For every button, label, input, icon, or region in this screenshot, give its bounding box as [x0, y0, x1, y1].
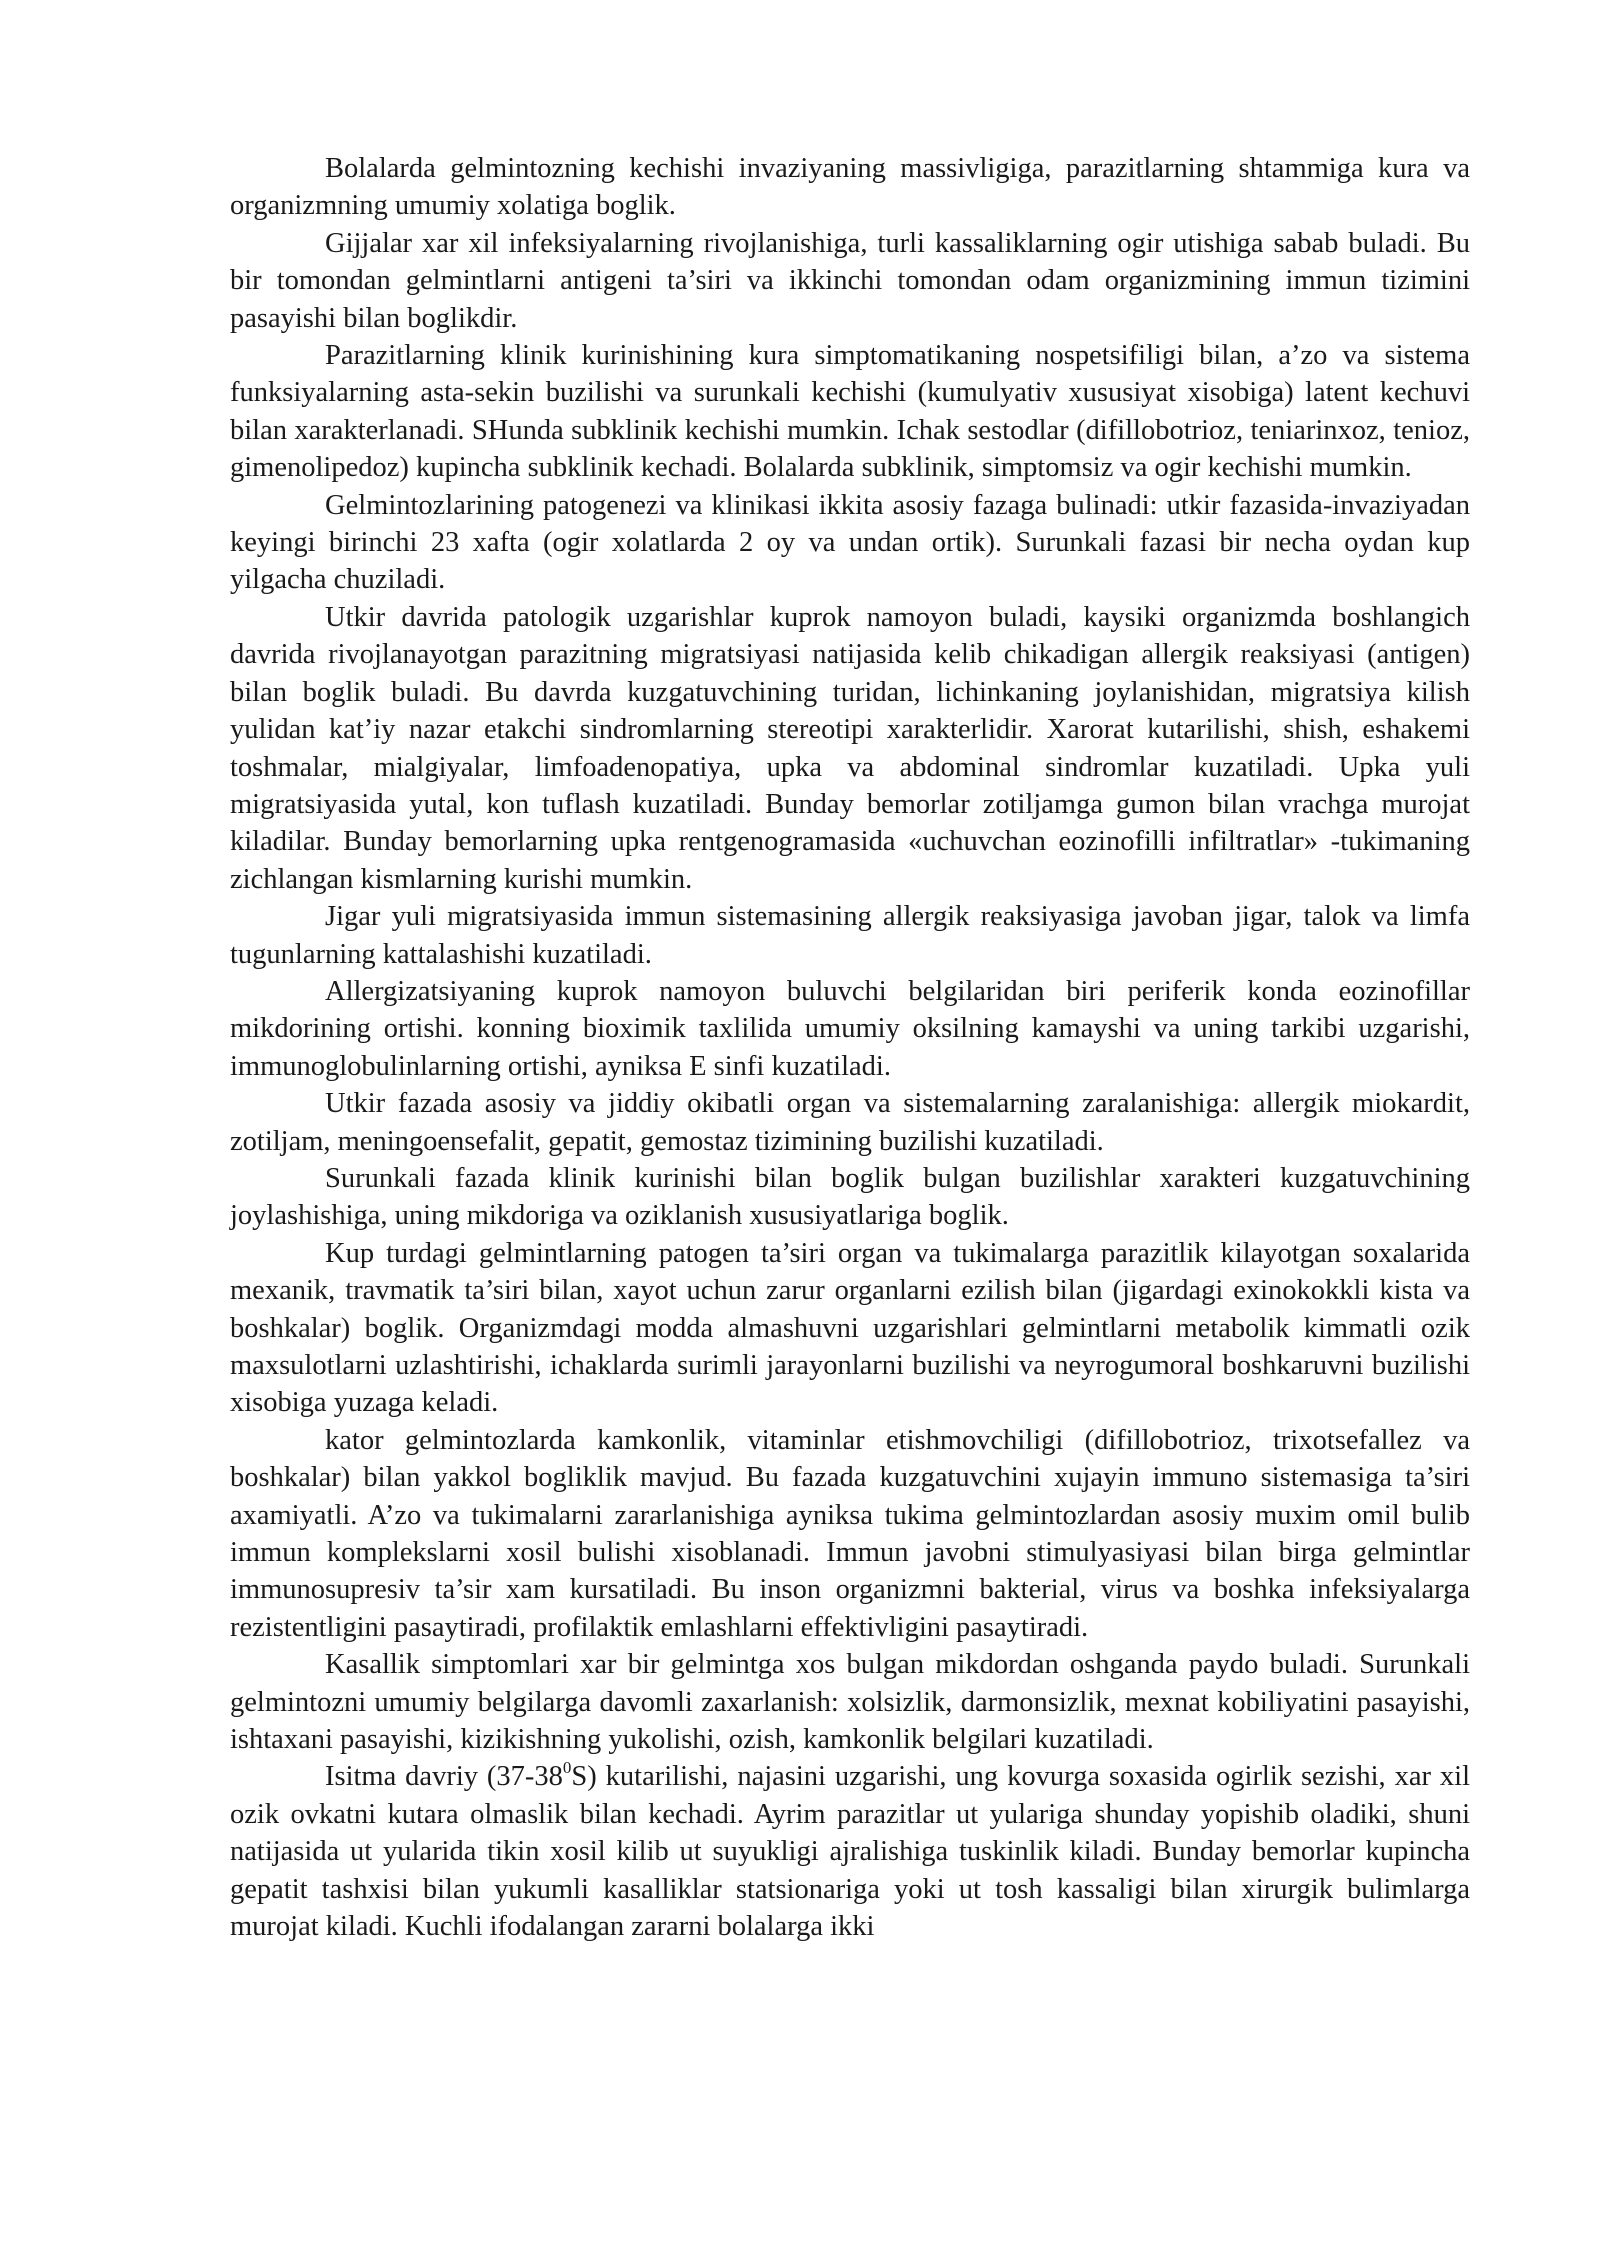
paragraph: Utkir fazada asosiy va jiddiy okibatli organ va sistemalarning zaralanishiga: allergik miokardit, zotiljam, meningoensefalit, gepatit, gemostaz tizimining buzilishi kuzatiladi.: [230, 1088, 1470, 1157]
paragraph: Allergizatsiyaning kuprok namoyon buluvchi belgilaridan biri periferik konda eozinofillar mikdorining ortishi. konning bioximik taxlilida umumiy oksilning kamayshi va uning tarkibi uzgarishi, immunoglobulinlarning ortishi, ayniksa E sinfi kuzatiladi.: [230, 975, 1470, 1082]
paragraph-text-before: Isitma davriy (37-38: [325, 1761, 563, 1793]
superscript-degree: 0: [562, 1757, 572, 1777]
paragraph: Surunkali fazada klinik kurinishi bilan boglik bulgan buzilishlar xarakteri kuzgatuvchining joylashishiga, uning mikdoriga va oziklanish xususiyatlariga boglik.: [230, 1162, 1470, 1232]
paragraph: Jigar yuli migratsiyasida immun sistemasining allergik reaksiyasiga javoban jigar, talok va limfa tugunlarning kattalashishi kuzatiladi.: [230, 901, 1470, 970]
paragraph: Utkir davrida patologik uzgarishlar kuprok namoyon buladi, kaysiki organizmda boshlangich davrida rivojlanayotgan parazitning migratsiyasi natijasida kelib chikadigan allergik reaksiyasi (antigen) bilan boglik buladi. Bu davrda kuzgatuvchining turidan, lichinkaning joylanishidan, migratsiya kilish yulidan kat’iy nazar etakchi sindromlarning stereotipi xarakterlidir. Xarorat kutarilishi, shish, eshakemi toshmalar, mialgiyalar, limfoadenopatiya, upka va abdominal sindromlar kuzatiladi. Upka yuli migratsiyasida yutal, kon tuflash kuzatiladi. Bunday bemorlar zotiljamga gumon bilan vrachga murojat kiladilar. Bunday bemorlarning upka rentgenogramasida «uchuvchan eozinofilli infiltratlar» -tukimaning zichlangan kismlarning kurishi mumkin.: [230, 601, 1470, 895]
paragraph: Gijjalar xar xil infeksiyalarning rivojlanishiga, turli kassaliklarning ogir utishiga sabab buladi. Bu bir tomondan gelmintlarni antigeni ta’siri va ikkinchi tomondan odam organizmining immun tizimini pasayishi bilan boglikdir.: [230, 227, 1470, 334]
paragraph-text-after: S) kutarilishi, najasini uzgarishi, ung kovurga soxasida ogirlik sezishi, xar xil ozik ovkatni kutara olmaslik bilan kechadi. Ayrim parazitlar ut yulariga shunday yopishib oladiki, shuni natijasida ut yularida tikin xosil kilib ut suyukligi ajralishiga tuskinlik kiladi. Bunday bemorlar kupincha gepatit tashxisi bilan yukumli kasalliklar statsionariga yoki ut tosh kassaligi bilan xirurgik bulimlarga murojat kiladi. Kuchli ifodalangan zararni bolalarga ikki: [230, 1761, 1470, 1943]
document-page: [230, 150, 1470, 1946]
paragraph: kator gelmintozlarda kamkonlik, vitaminlar etishmovchiligi (difillobotrioz, trixotsefallez va boshkalar) bilan yakkol bogliklik mavjud. Bu fazada kuzgatuvchini xujayin immuno sistemasiga ta’siri axamiyatli. A’zo va tukimalarni zararlanishiga ayniksa tukima gelmintozlardan asosiy muxim omil bulib immun komplekslarni xosil bulishi xisoblanadi. Immun javobni stimulyasiyasi bilan birga gelmintlar immunosupresiv ta’sir xam kursatiladi. Bu inson organizmni bakterial, virus va boshka infeksiyalarga rezistentligini pasaytiradi, profilaktik emlashlarni effektivligini pasaytiradi.: [230, 1424, 1470, 1643]
paragraph: Parazitlarning klinik kurinishining kura simptomatikaning nospetsifiligi bilan, a’zo va sistema funksiyalarning asta-sekin buzilishi va surunkali kechishi (kumulyativ xususiyat xisobiga) latent kechuvi bilan xarakterlanadi. SHunda subklinik kechishi mumkin. Ichak sestodlar (difillobotrioz, teniarinxoz, tenioz, gimenolipedoz) kupincha subklinik kechadi. Bolalarda subklinik, simptomsiz va ogir kechishi mumkin.: [230, 340, 1470, 484]
paragraph: Kup turdagi gelmintlarning patogen ta’siri organ va tukimalarga parazitlik kilayotgan soxalarida mexanik, travmatik ta’siri bilan, xayot uchun zarur organlarni ezilish bilan (jigardagi exinokokkli kista va boshkalar) boglik. Organizmdagi modda almashuvni uzgarishlari gelmintlarni metabolik kimmatli ozik maxsulotlarni uzlashtirishi, ichaklarda surimli jarayonlarni buzilishi va neyrogumoral boshkaruvni buzilishi xisobiga yuzaga keladi.: [230, 1237, 1470, 1419]
paragraph-with-superscript: [230, 1758, 1470, 1945]
paragraph: Gelmintozlarining patogenezi va klinikasi ikkita asosiy fazaga bulinadi: utkir fazasida-invaziyadan keyingi birinchi 23 xafta (ogir xolatlarda 2 oy va undan ortik). Surunkali fazasi bir necha oydan kup yilgacha chuziladi.: [230, 489, 1470, 596]
paragraph: Kasallik simptomlari xar bir gelmintga xos bulgan mikdordan oshganda paydo buladi. Surunkali gelmintozni umumiy belgilarga davomli zaxarlanish: xolsizlik, darmonsizlik, mexnat kobiliyatini pasayishi, ishtaxani pasayishi, kizikishning yukolishi, ozish, kamkonlik belgilari kuzatiladi.: [230, 1649, 1470, 1756]
paragraph: Bolalarda gelmintozning kechishi invaziyaning massivligiga, parazitlarning shtammiga kura va organizmning umumiy xolatiga boglik.: [230, 153, 1470, 222]
